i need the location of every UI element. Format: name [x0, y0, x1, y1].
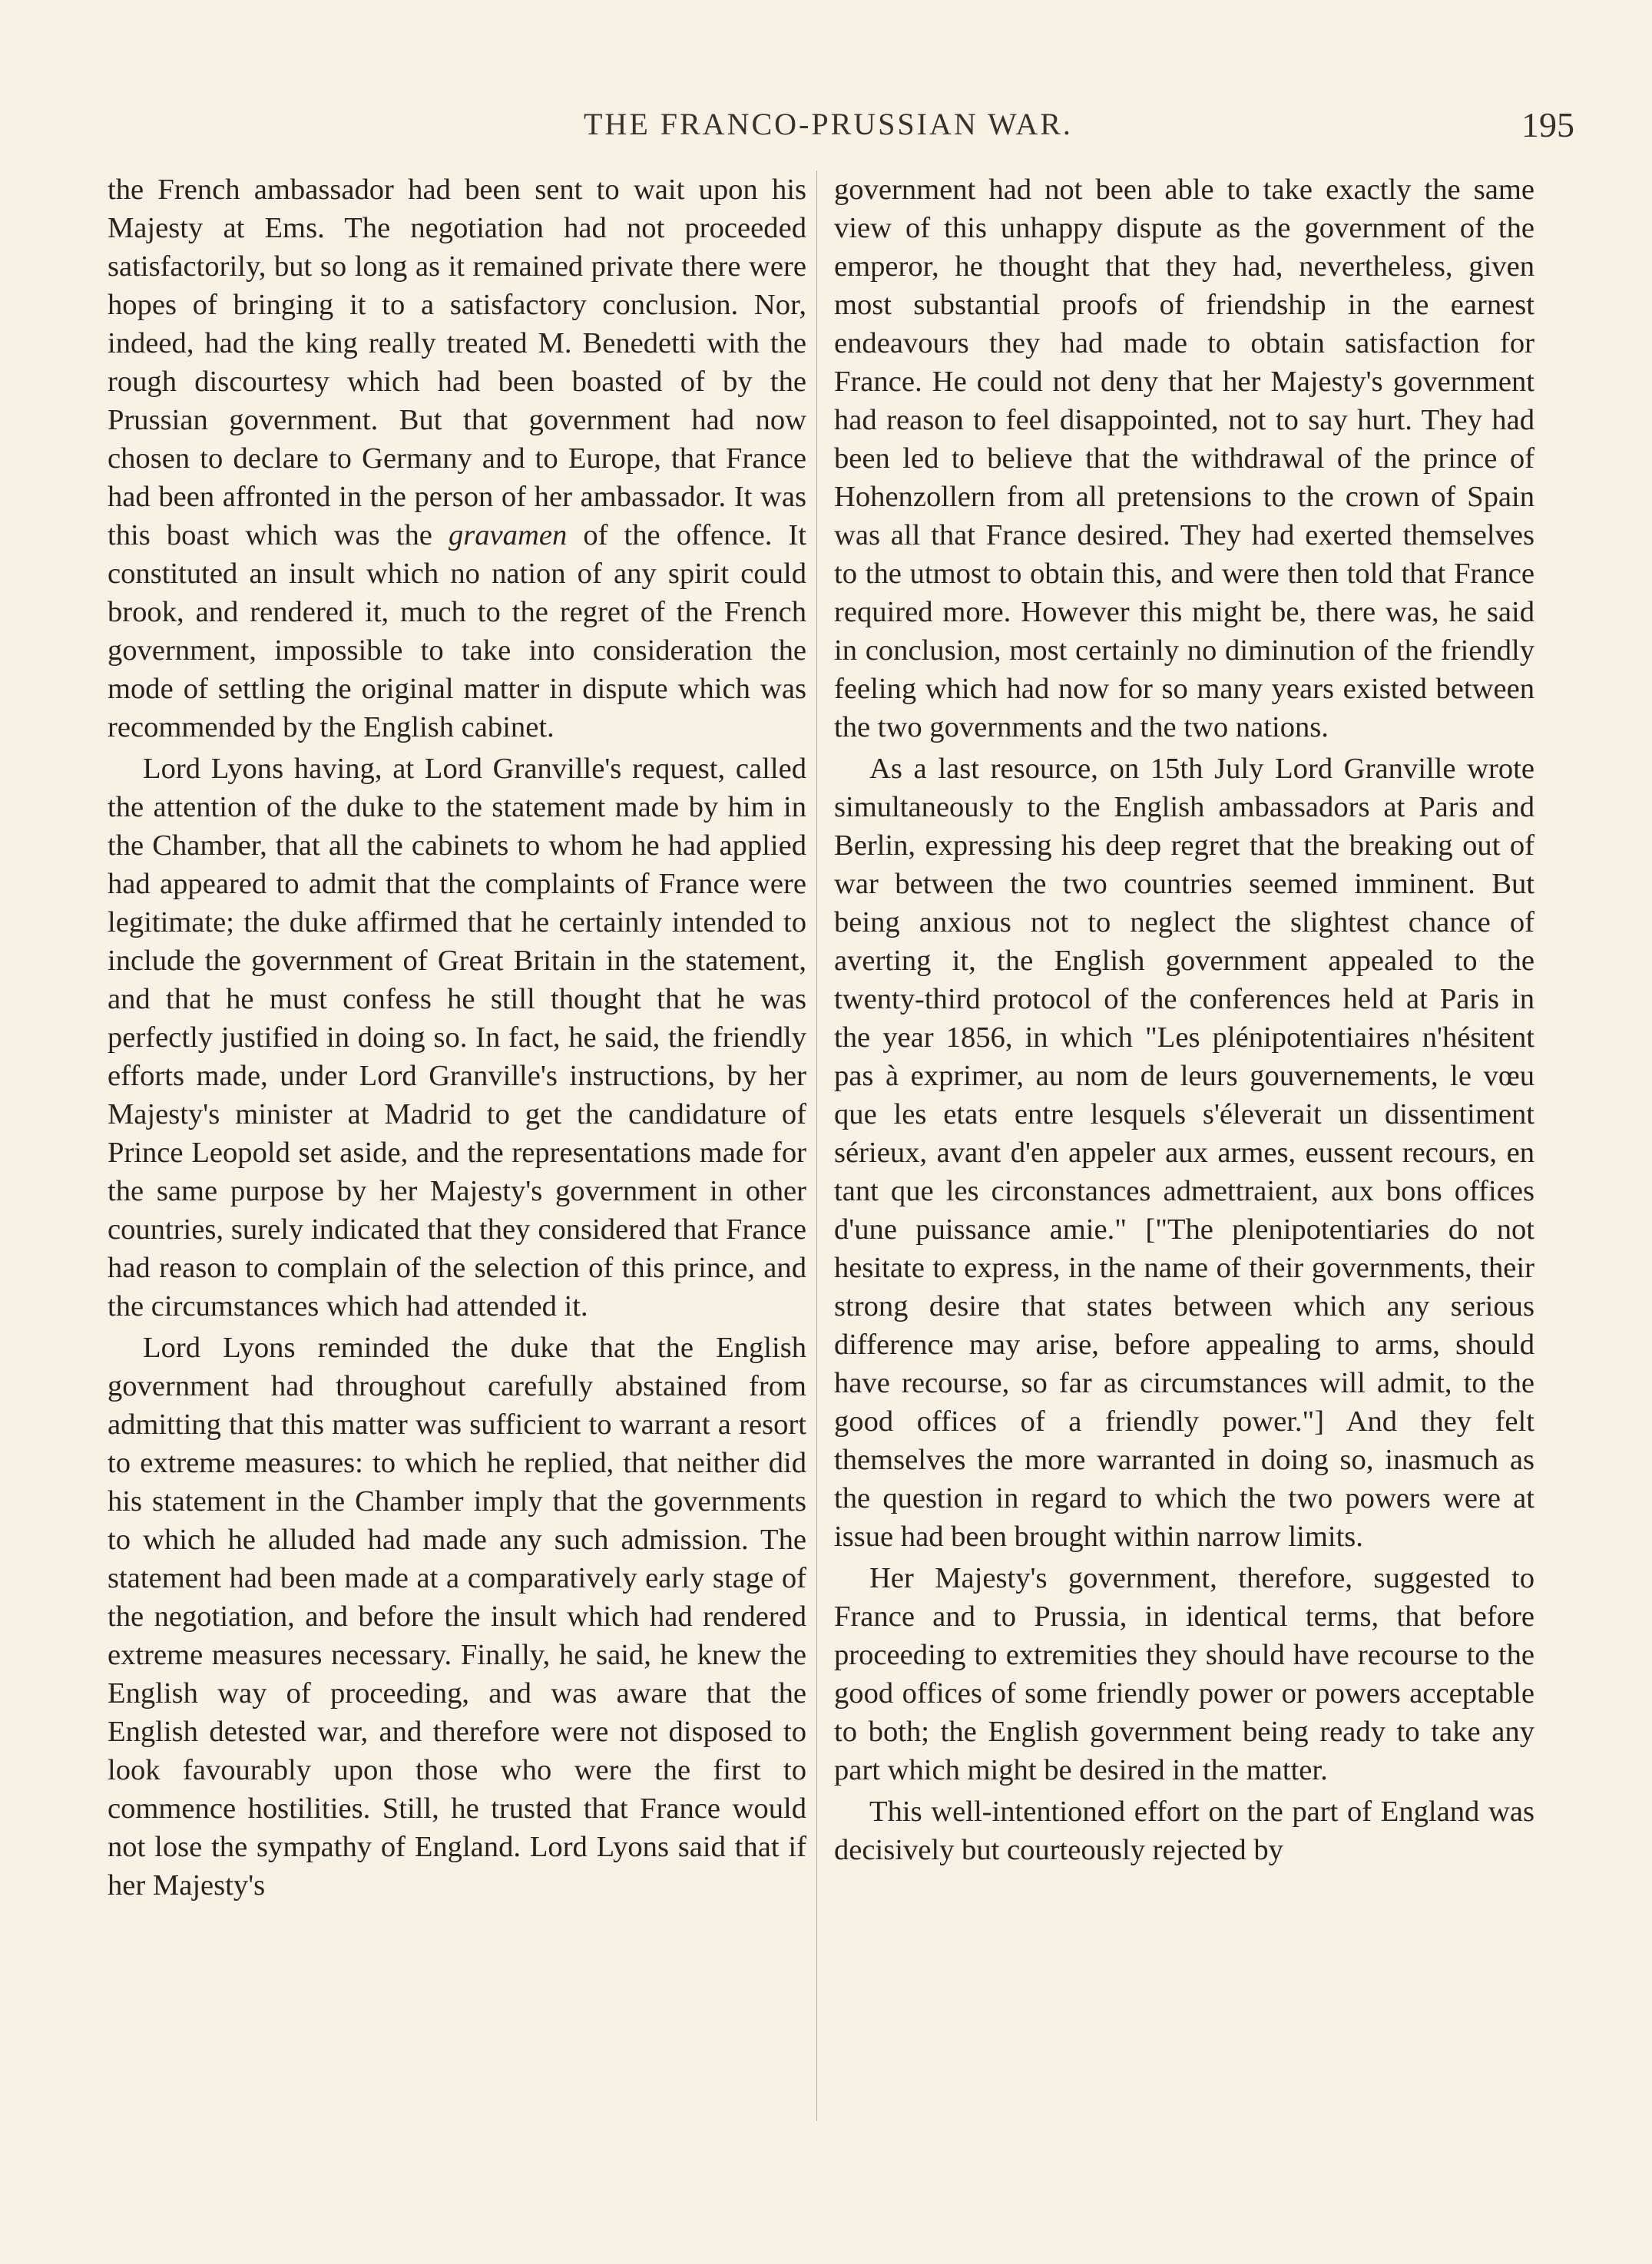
paragraph	[108, 170, 806, 746]
italic-term: gravamen	[448, 519, 568, 551]
running-head	[108, 106, 1574, 152]
paragraph: government had not been able to take exactly the same view of this unhappy dispute as the government of the emperor, he thought that they had, nevertheless, given most substantial proofs of friendship in the earnest endeavours they had made to obtain satisfaction for France. He could not deny that her Majesty's government had reason to feel disappointed, not to say hurt. They had been led to believe that the withdrawal of the prince of Hohenzollern from all pretensions to the crown of Spain was all that France desired. They had exerted themselves to the utmost to obtain this, and were then told that France required more. However this might be, there was, he said in conclusion, most certainly no diminution of the friendly feeling which had now for so many years existed between the two governments and the two nations.	[834, 174, 1534, 743]
column-divider	[816, 170, 817, 2121]
paragraph: This well-intentioned effort on the part of England was decisively but courteously rejected by	[834, 1796, 1534, 1866]
paragraph: Lord Lyons having, at Lord Granville's request, called the attention of the duke to the statement made by him in the Chamber, that all the cabinets to whom he had applied had appeared to admit that the complaints of France were legitimate; the duke affirmed that he certainly intended to include the government of Great Britain in the statement, and that he must confess he still thought that he was perfectly justified in doing so. In fact, he said, the friendly efforts made, under Lord Granville's instructions, by her Majesty's minister at Madrid to get the candidature of Prince Leopold set aside, and the representations made for the same purpose by her Majesty's government in other countries, surely indicated that they considered that France had reason to complain of the selection of this prince, and the circumstances which had attended it.	[108, 753, 806, 1322]
paragraph-text: the French ambassador had been sent to wait upon his Majesty at Ems. The negotiation had not proceeded satisfactorily, but so long as it remained private there were hopes of bringing it to a satisfactory conclusion. Nor, indeed, had the king really treated M. Benedetti with the rough discourtesy which had been boasted of by the Prussian government. But that government had now chosen to declare to Germany and to Europe, that France had been affronted in the person of her ambassador. It was this boast which was the	[108, 174, 806, 551]
running-title: THE FRANCO-PRUSSIAN WAR.	[584, 107, 1073, 141]
left-column	[108, 170, 806, 1905]
paragraph: Her Majesty's government, therefore, suggested to France and to Prussia, in identical terms, that before proceeding to extremities they should have recourse to the good offices of some friendly power or powers acceptable to both; the English government being ready to take any part which might be desired in the matter.	[834, 1562, 1534, 1786]
paragraph: Lord Lyons reminded the duke that the English government had throughout carefully abstained from admitting that this matter was sufficient to warrant a resort to extreme measures: to which he replied, that neither did his statement in the Chamber imply that the governments to which he alluded had made any such admission. The statement had been made at a comparatively early stage of the negotiation, and before the insult which had rendered extreme measures necessary. Finally, he said, he knew the English way of proceeding, and was aware that the English detested war, and therefore were not disposed to look favourably upon those who were the first to commence hostilities. Still, he trusted that France would not lose the sympathy of England. Lord Lyons said that if her Majesty's	[108, 1332, 806, 1902]
page-number: 195	[1521, 105, 1574, 144]
paragraph-text: of the offence. It constituted an insult which no nation of any spirit could brook, and rendered it, much to the regret of the French government, impossible to take into consideration the mode of settling the original matter in dispute which was recommended by the English cabinet.	[108, 519, 806, 743]
paragraph: As a last resource, on 15th July Lord Granville wrote simultaneously to the English ambassadors at Paris and Berlin, expressing his deep regret that the breaking out of war between the two countries seemed imminent. But being anxious not to neglect the slightest chance of averting it, the English government appealed to the twenty-third protocol of the conferences held at Paris in the year 1856, in which "Les plénipotentiaires n'hésitent pas à exprimer, au nom de leurs gouvernements, le vœu que les etats entre lesquels s'éleverait un dissentiment sérieux, avant d'en appeler aux armes, eussent recours, en tant que les circonstances admettraient, aux bons offices d'une puissance amie." ["The plenipotentiaries do not hesitate to express, in the name of their governments, their strong desire that states between which any serious difference may arise, before appealing to arms, should have recourse, so far as circumstances will admit, to the good offices of a friendly power."] And they felt themselves the more warranted in doing so, inasmuch as the question in regard to which the two powers were at issue had been brought within narrow limits.	[834, 753, 1534, 1553]
right-column	[834, 170, 1534, 1869]
